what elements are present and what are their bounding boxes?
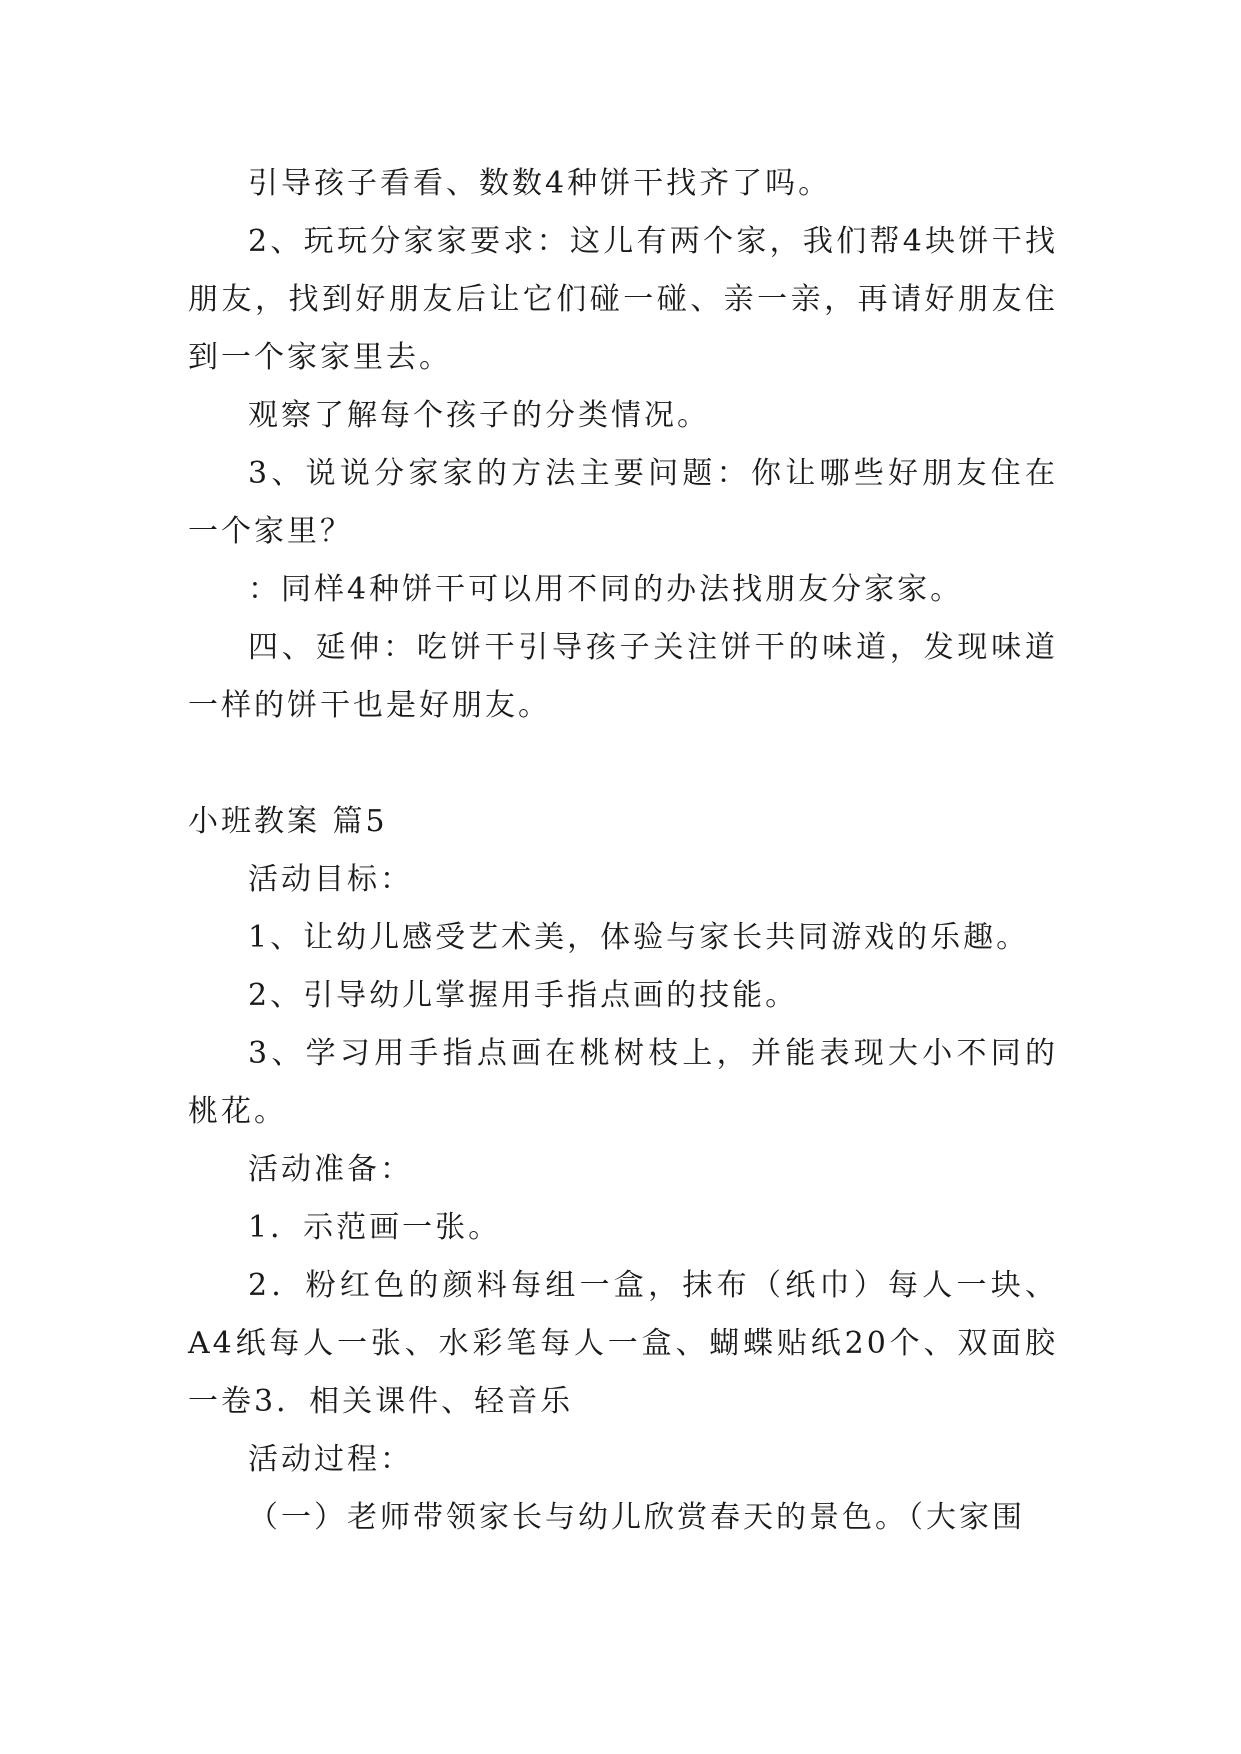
paragraph: 观察了解每个孩子的分类情况。 [248, 398, 710, 433]
paragraph: 1．示范画一张。 [248, 1210, 502, 1245]
paragraph: 2、玩玩分家家要求：这儿有两个家，我们帮4块饼干找朋友，找到好朋友后让它们碰一碰、亲一亲，再请好朋友住到一个家家里去。 [188, 224, 1058, 375]
paragraph: 四、延伸：吃饼干引导孩子关注饼干的味道，发现味道一样的饼干也是好朋友。 [188, 630, 1058, 723]
paragraph: 1、让幼儿感受艺术美，体验与家长共同游戏的乐趣。 [248, 920, 1030, 955]
paragraph: 活动准备： [248, 1152, 413, 1187]
document-body [188, 155, 1058, 1547]
paragraph: 2、引导幼儿掌握用手指点画的技能。 [248, 978, 799, 1013]
paragraph: ：同样4种饼干可以用不同的办法找朋友分家家。 [248, 572, 964, 607]
paragraph: 引导孩子看看、数数4种饼干找齐了吗。 [248, 166, 832, 201]
section-heading: 小班教案 篇5 [188, 804, 388, 839]
paragraph: 2．粉红色的颜料每组一盒，抹布（纸巾）每人一块、A4纸每人一张、水彩笔每人一盒、蝴蝶贴纸20个、双面胶一卷3．相关课件、轻音乐 [188, 1268, 1058, 1419]
paragraph: 活动过程： [248, 1442, 413, 1477]
paragraph: 活动目标： [248, 862, 413, 897]
paragraph: 3、学习用手指点画在桃树枝上，并能表现大小不同的桃花。 [188, 1036, 1058, 1129]
paragraph: 3、说说分家家的方法主要问题：你让哪些好朋友住在一个家里？ [188, 456, 1058, 549]
paragraph: （一）老师带领家长与幼儿欣赏春天的景色。（大家围 [248, 1500, 1025, 1535]
